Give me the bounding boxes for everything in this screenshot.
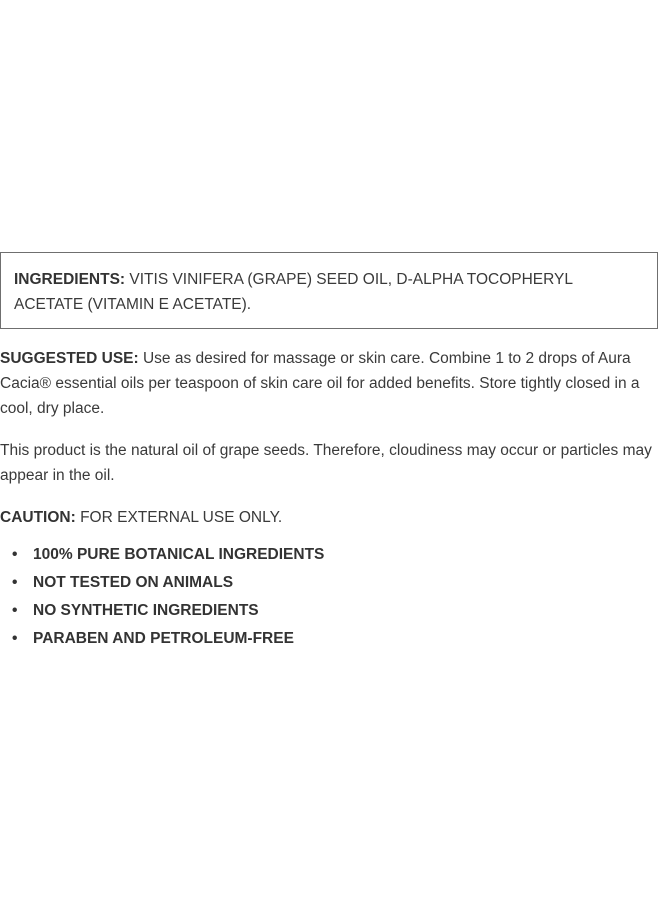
suggested-use-paragraph	[0, 346, 660, 421]
bullet-icon: •	[12, 546, 18, 563]
feature-label: NOT TESTED ON ANIMALS	[33, 574, 234, 591]
features-list	[0, 541, 324, 653]
ingredients-label: INGREDIENTS:	[14, 271, 126, 288]
list-item	[0, 569, 324, 597]
list-item	[0, 625, 324, 653]
caution-text: FOR EXTERNAL USE ONLY.	[75, 509, 283, 526]
bullet-icon: •	[12, 602, 18, 619]
list-item	[0, 541, 324, 569]
product-note-paragraph: This product is the natural oil of grape seeds. Therefore, cloudiness may occur or particles may appear in the oil.	[0, 442, 652, 484]
feature-label: 100% PURE BOTANICAL INGREDIENTS	[33, 546, 325, 563]
feature-label: NO SYNTHETIC INGREDIENTS	[33, 602, 259, 619]
ingredients-text: VITIS VINIFERA (GRAPE) SEED OIL, D-ALPHA TOCOPHERYL ACETATE (VITAMIN E ACETATE).	[14, 271, 573, 313]
suggested-use-text: Use as desired for massage or skin care. Combine 1 to 2 drops of Aura Cacia® essential oils per teaspoon of skin care oil for added benefits. Store tightly closed in a cool, dry place.	[0, 350, 640, 417]
bullet-icon: •	[12, 630, 18, 647]
bullet-icon: •	[12, 574, 18, 591]
caution-paragraph	[0, 505, 660, 530]
list-item	[0, 597, 324, 625]
suggested-use-label: SUGGESTED USE:	[0, 350, 139, 367]
feature-label: PARABEN AND PETROLEUM-FREE	[33, 630, 294, 647]
ingredients-box	[0, 252, 658, 329]
caution-label: CAUTION:	[0, 509, 76, 526]
